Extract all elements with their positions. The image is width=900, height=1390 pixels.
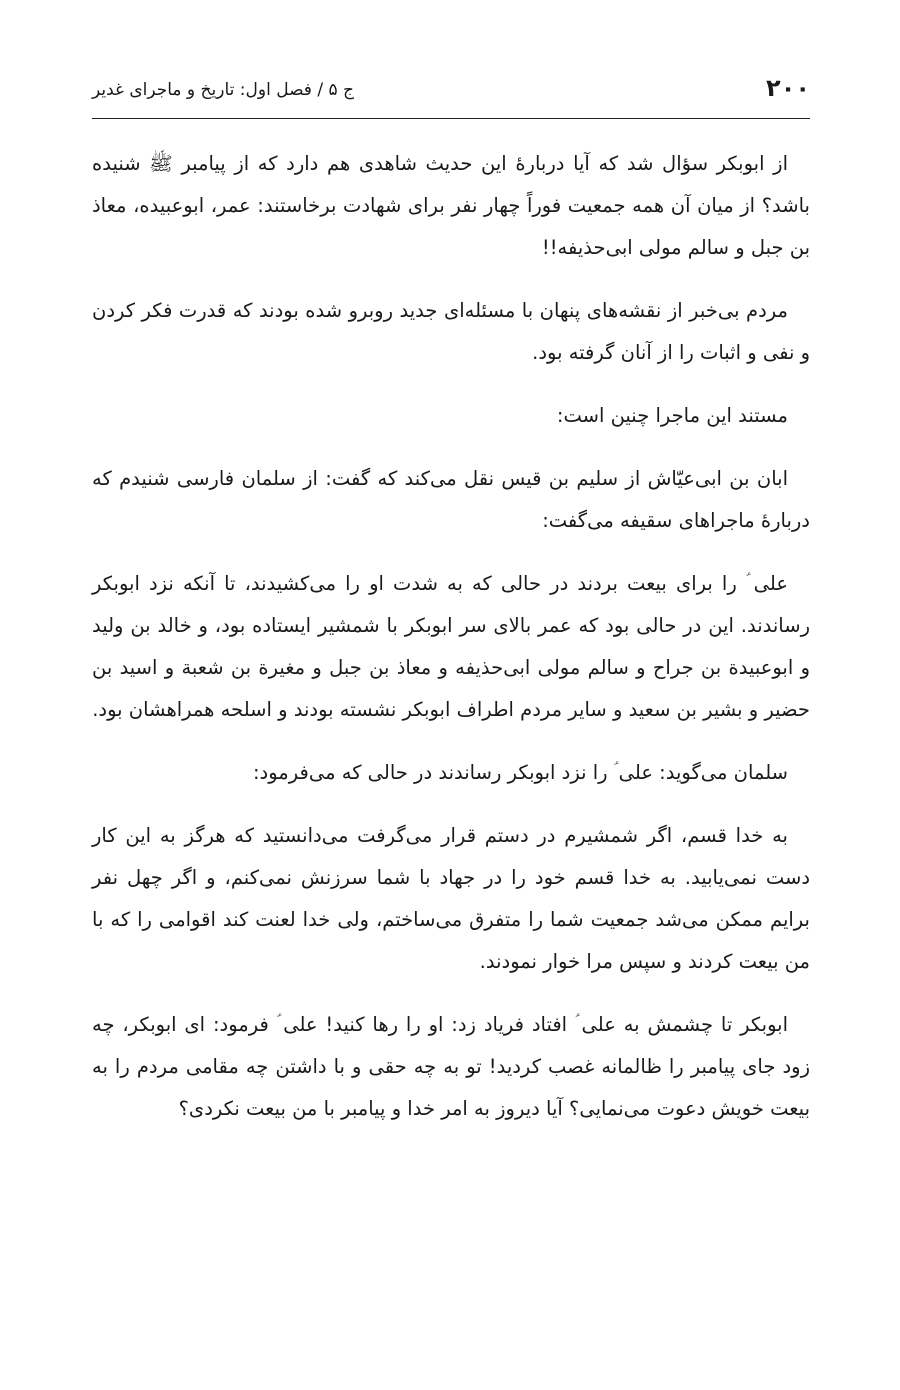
header-rule [92,118,810,119]
body-text [92,143,810,1151]
paragraph: سلمان می‌گوید: علی ؑ را نزد ابوبکر رساندند در حالی که می‌فرمود: [252,761,788,784]
page-number: ۲۰۰ [766,74,810,102]
paragraph: به خدا قسم، اگر شمشیرم در دستم قرار می‌گرفت می‌دانستید که هرگز به این کار دست نمی‌یابید. به خدا قسم خود را در جهاد با شما سرزنش نمی‌کنم، و اگر چهل نفر برایم ممکن می‌شد جمعیت شما را متفرق می‌ساختم، ولی خدا لعنت کند اقوامی را که با من بیعت کردند و سپس مرا خوار نمودند. [92,824,810,973]
paragraph: ابان بن ابی‌عیّاش از سلیم بن قیس نقل می‌کند که گفت: از سلمان فارسی شنیدم که دربارۀ ماجراهای سقیفه می‌گفت: [92,467,810,532]
paragraph: از ابوبکر سؤال شد که آیا دربارۀ این حدیث شاهدی هم دارد که از پیامبر ﷺ شنیده باشد؟ از میان آن همه جمعیت فوراً چهار نفر برای شهادت برخاستند: عمر، ابوعبیده، معاذ بن جبل و سالم مولی ابی‌حذیفه!! [92,152,810,259]
paragraph: ابوبکر تا چشمش به علی ؑ افتاد فریاد زد: او را رها کنید! علی ؑ فرمود: ای ابوبکر، چه زود جای پیامبر را ظالمانه غصب کردید! تو به چه حقی و با داشتن چه مقامی مردم را به بیعت خویش دعوت می‌نمایی؟ آیا دیروز به امر خدا و پیامبر با من بیعت نکردی؟ [92,1013,810,1120]
running-title: ج ۵ / فصل اول: تاریخ و ماجرای غدیر [92,80,355,100]
paragraph: مردم بی‌خبر از نقشه‌های پنهان با مسئله‌ای جدید روبرو شده بودند که قدرت فکر کردن و نفی و اثبات را از آنان گرفته بود. [92,299,810,364]
paragraph: مستند این ماجرا چنین است: [556,404,788,427]
page-header [92,70,810,114]
paragraph: علی ؑ را برای بیعت بردند در حالی که به شدت او را می‌کشیدند، تا آنکه نزد ابوبکر رساندند. این در حالی بود که عمر بالای سر ابوبکر با شمشیر ایستاده بود، و خالد بن ولید و ابوعبیدة بن جراح و سالم مولی ابی‌حذیفه و معاذ بن جبل و مغیرة بن شعبة و اسید بن حضیر و بشیر بن سعید و سایر مردم اطراف ابوبکر نشسته بودند و اسلحه همراهشان بود. [92,572,810,721]
